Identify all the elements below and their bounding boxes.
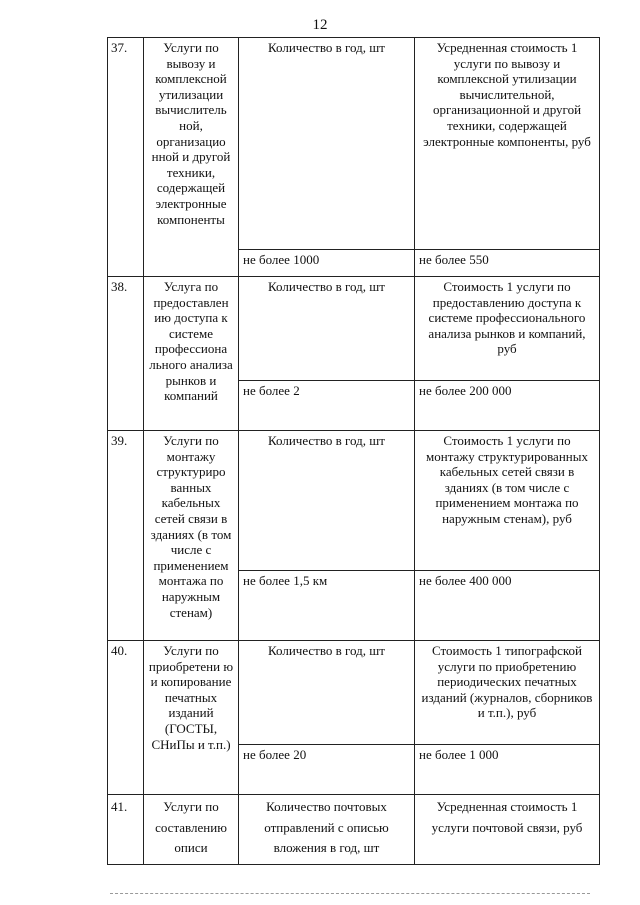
cost-header: Стоимость 1 типографской услуги по приобретению периодических печатных изданий (журналов, сборников и т.п.), руб (415, 641, 600, 745)
table-row (108, 641, 600, 745)
norms-table (107, 37, 600, 865)
quantity-header: Количество в год, шт (239, 431, 415, 571)
service-name: Услуги по монтажу структуриро ванных кабельных сетей связи в зданиях (в том числе с применением монтажа по наружным стенам) (144, 431, 239, 641)
cost-header: Стоимость 1 услуги по предоставлению доступа к системе профессионального анализа рынков и компаний, руб (415, 277, 600, 381)
quantity-value: не более 1,5 км (239, 571, 415, 641)
service-name: Услуга по предоставлен ию доступа к системе профессиона льного анализа рынков и компаний (144, 277, 239, 431)
cost-value: не более 550 (415, 250, 600, 277)
service-name: Услуги по составлению описи (144, 795, 239, 865)
service-name: Услуги по вывозу и комплексной утилизации вычислитель ной, организацио нной и другой техники, содержащей электронные компоненты (144, 38, 239, 277)
row-number: 40. (108, 641, 144, 795)
page-bottom-divider (110, 893, 590, 894)
cost-value: не более 1 000 (415, 745, 600, 795)
cost-header: Усредненная стоимость 1 услуги по вывозу и комплексной утилизации вычислительной, организационной и другой техники, содержащей электронные компоненты, руб (415, 38, 600, 250)
table-row (108, 431, 600, 571)
row-number: 38. (108, 277, 144, 431)
cost-header: Стоимость 1 услуги по монтажу структурированных кабельных сетей связи в зданиях (в том числе с применением монтажа по наружным стенам), руб (415, 431, 600, 571)
quantity-header: Количество почтовых отправлений с описью вложения в год, шт (239, 795, 415, 865)
service-name: Услуги по приобретени ю и копирование печатных изданий (ГОСТЫ, СНиПы и т.п.) (144, 641, 239, 795)
row-number: 37. (108, 38, 144, 277)
page-number: 12 (312, 17, 328, 33)
table-row (108, 277, 600, 381)
quantity-header: Количество в год, шт (239, 38, 415, 250)
quantity-value: не более 1000 (239, 250, 415, 277)
quantity-value: не более 2 (239, 381, 415, 431)
table-row (108, 38, 600, 250)
quantity-header: Количество в год, шт (239, 641, 415, 745)
quantity-value: не более 20 (239, 745, 415, 795)
cost-value: не более 200 000 (415, 381, 600, 431)
table-row (108, 795, 600, 865)
quantity-header: Количество в год, шт (239, 277, 415, 381)
row-number: 41. (108, 795, 144, 865)
row-number: 39. (108, 431, 144, 641)
cost-header: Усредненная стоимость 1 услуги почтовой связи, руб (415, 795, 600, 865)
cost-value: не более 400 000 (415, 571, 600, 641)
